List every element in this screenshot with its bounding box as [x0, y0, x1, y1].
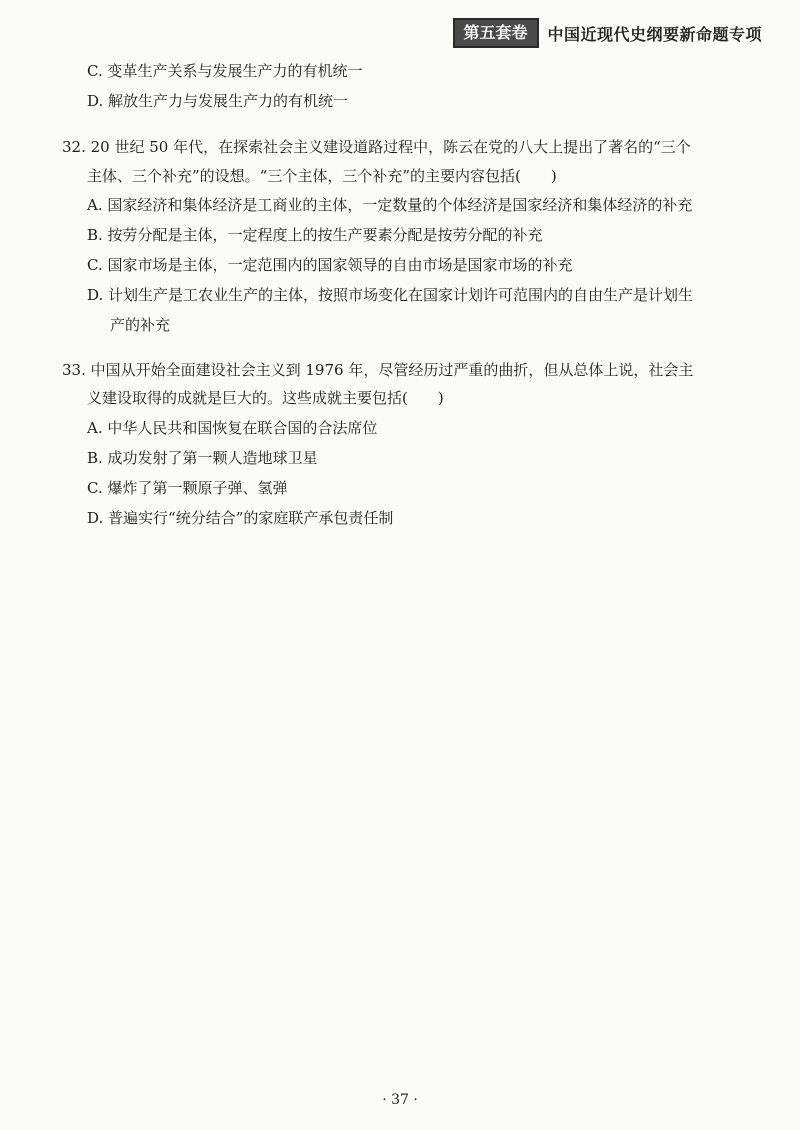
- q32-stem-line1: 32. 20 世纪 50 年代，在探索社会主义建设道路过程中，陈云在党的八大上提出了著名的“三个: [62, 138, 691, 156]
- q33-stem-line1: 33. 中国从开始全面建设社会主义到 1976 年，尽管经历过严重的曲折，但从总体上说，社会主: [62, 361, 694, 379]
- q33-option-c: C. 爆炸了第一颗原子弹、氢弹: [87, 479, 288, 497]
- page-header: [453, 18, 762, 48]
- prev-option-d: D. 解放生产力与发展生产力的有机统一: [87, 92, 349, 110]
- set-badge: 第五套卷: [453, 18, 539, 48]
- prev-option-c: C. 变革生产关系与发展生产力的有机统一: [87, 62, 363, 80]
- page-number: · 37 ·: [382, 1092, 418, 1108]
- header-title: 中国近现代史纲要新命题专项: [547, 24, 762, 44]
- q33-option-b: B. 成功发射了第一颗人造地球卫星: [87, 449, 318, 467]
- q32-option-d-continuation: 产的补充: [110, 316, 171, 334]
- q32-option-c: C. 国家市场是主体，一定范围内的国家领导的自由市场是国家市场的补充: [87, 256, 573, 274]
- q33-option-d: D. 普遍实行“统分结合”的家庭联产承包责任制: [87, 509, 394, 527]
- q33-stem-line2: 义建设取得的成就是巨大的。这些成就主要包括( ): [87, 389, 444, 407]
- q33-option-a: A. 中华人民共和国恢复在联合国的合法席位: [87, 419, 378, 437]
- q32-option-a: A. 国家经济和集体经济是工商业的主体，一定数量的个体经济是国家经济和集体经济的补充: [87, 196, 693, 214]
- q32-option-b: B. 按劳分配是主体，一定程度上的按生产要素分配是按劳分配的补充: [87, 226, 543, 244]
- q32-option-d: D. 计划生产是工农业生产的主体，按照市场变化在国家计划许可范围内的自由生产是计划生: [87, 286, 694, 304]
- q32-stem-line2: 主体、三个补充”的设想。“三个主体，三个补充”的主要内容包括( ): [87, 167, 557, 185]
